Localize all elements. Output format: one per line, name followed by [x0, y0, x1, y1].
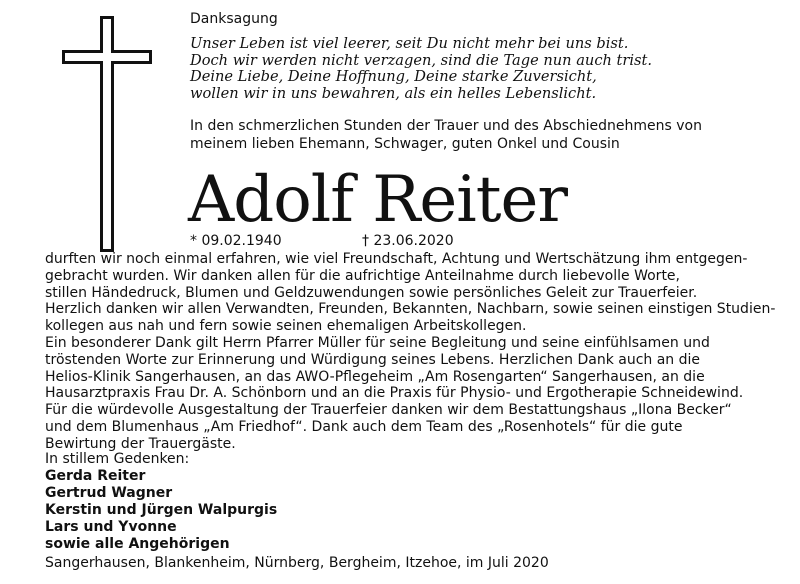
intro-line: meinem lieben Ehemann, Schwager, guten Onkel und Cousin: [190, 136, 620, 153]
death-date: † 23.06.2020: [362, 233, 454, 249]
poem-line: Unser Leben ist viel leerer, seit Du nicht mehr bei uns bist.: [190, 35, 629, 52]
body-line: gebracht wurden. Wir danken allen für die aufrichtige Anteilnahme durch liebevolle Worte,: [45, 267, 680, 284]
poem-line: Doch wir werden nicht verzagen, sind die Tage nun auch trist.: [190, 51, 653, 69]
poem-line: wollen wir in uns bewahren, als ein helles Lebenslicht.: [190, 84, 597, 102]
poem-line: Deine Liebe, Deine Hoffnung, Deine starke Zuversicht,: [190, 68, 597, 86]
body-line: Ein besonderer Dank gilt Herrn Pfarrer Müller für seine Begleitung und seine einfühlsamen und: [45, 334, 710, 351]
birth-date: * 09.02.1940: [190, 233, 282, 249]
memory-line: In stillem Gedenken:: [45, 451, 190, 467]
mourner-name: Gertrud Wagner: [45, 485, 173, 501]
closing-block: [45, 451, 277, 553]
body-line: tröstenden Worte zur Erinnerung und Würdigung seines Lebens. Herzlichen Dank auch an die: [45, 351, 701, 368]
mourner-name: Kerstin und Jürgen Walpurgis: [45, 502, 278, 518]
body-line: Bewirtung der Trauergäste.: [45, 435, 236, 452]
header-column: [190, 10, 750, 153]
cross-icon: [62, 16, 152, 252]
body-line: durften wir noch einmal erfahren, wie viel Freundschaft, Achtung und Wertschätzung ihm entgegen-: [45, 251, 748, 267]
notice-heading: Danksagung: [190, 11, 278, 27]
memorial-poem: [190, 36, 750, 102]
thanks-text: [45, 251, 785, 453]
body-line: Für die würdevolle Ausgestaltung der Trauerfeier danken wir dem Bestattungshaus „Ilona Becker“: [45, 402, 732, 419]
deceased-name: Adolf Reiter: [188, 163, 567, 237]
intro-text: [190, 117, 750, 153]
intro-line: In den schmerzlichen Stunden der Trauer und des Abschiednehmens von: [190, 118, 702, 135]
place-and-date: Sangerhausen, Blankenheim, Nürnberg, Bergheim, Itzehoe, im Juli 2020: [45, 555, 549, 571]
body-line: Herzlich danken wir allen Verwandten, Freunden, Bekannten, Nachbarn, sowie seinen einstigen Studien-: [45, 301, 776, 318]
mourner-name: sowie alle Angehörigen: [45, 536, 230, 552]
body-line: stillen Händedruck, Blumen und Geldzuwendungen sowie persönliches Geleit zur Trauerfeier.: [45, 284, 698, 301]
body-line: Helios-Klinik Sangerhausen, an das AWO-Pflegeheim „Am Rosengarten“ Sangerhausen, an die: [45, 368, 705, 385]
mourner-name: Lars und Yvonne: [45, 519, 177, 535]
body-line: Hausarztpraxis Frau Dr. A. Schönborn und an die Praxis für Physio- und Ergotherapie Schneidewind.: [45, 385, 744, 402]
body-line: und dem Blumenhaus „Am Friedhof“. Dank auch dem Team des „Rosenhotels“ für die gute: [45, 418, 683, 435]
body-line: kollegen aus nah und fern sowie seinen ehemaligen Arbeitskollegen.: [45, 318, 527, 335]
mourner-name: Gerda Reiter: [45, 468, 146, 484]
